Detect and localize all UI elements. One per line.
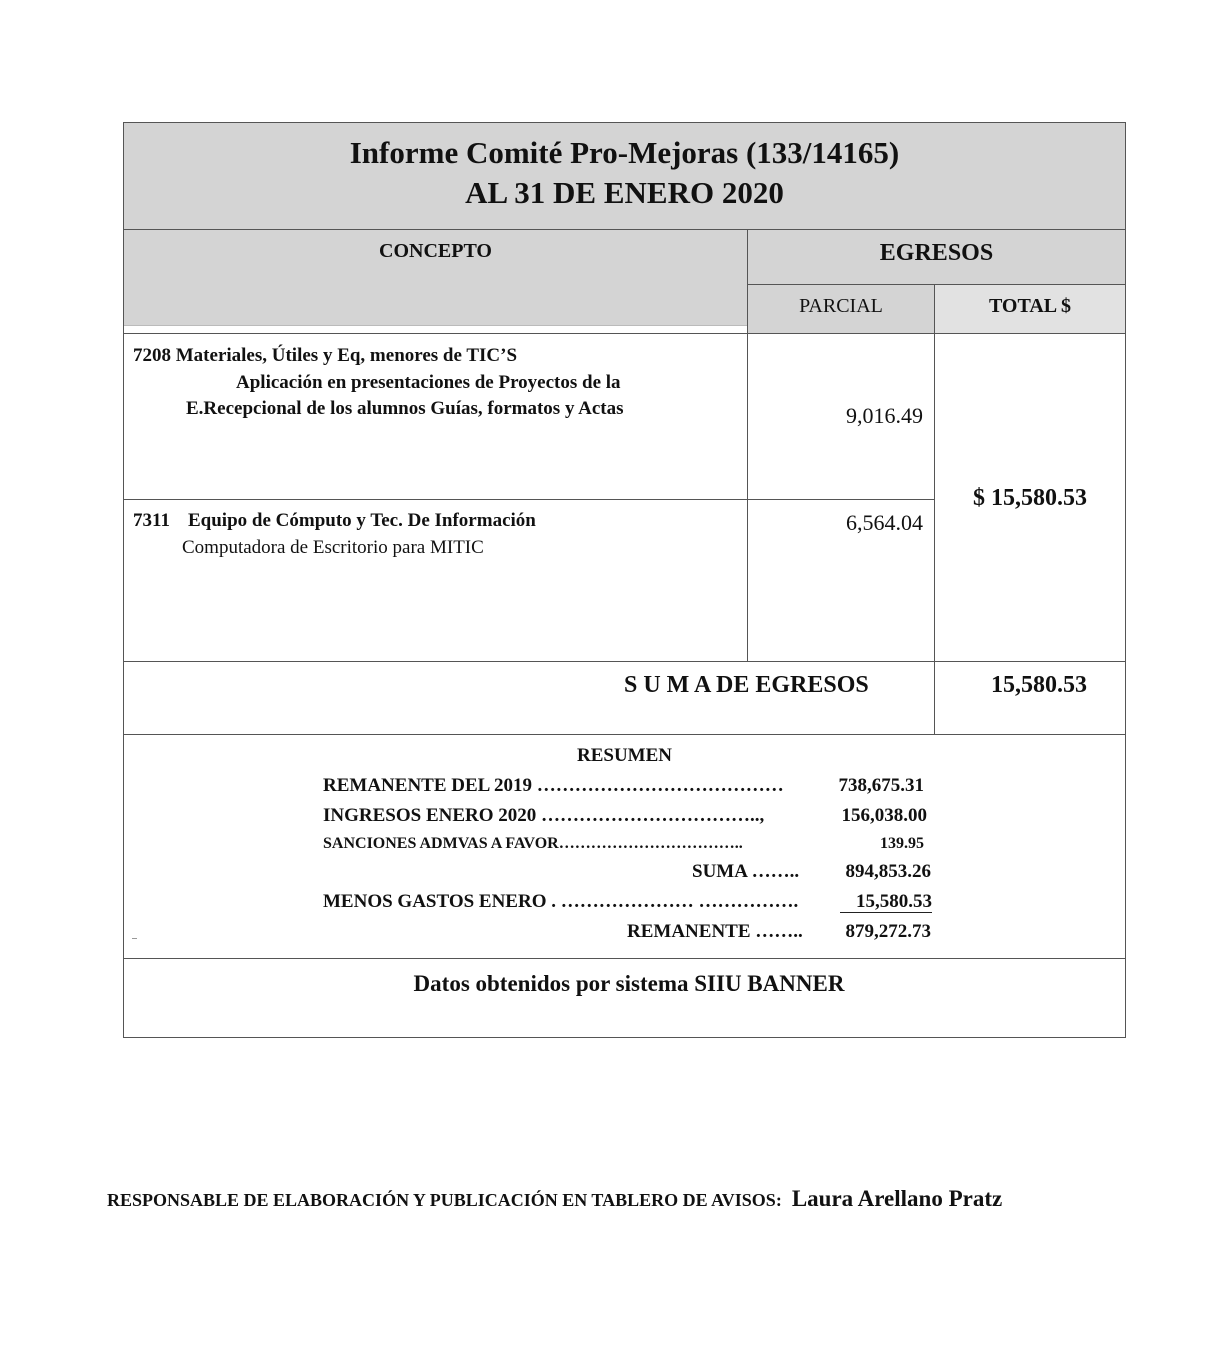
- item-7311-parcial: 6,564.04: [846, 510, 923, 535]
- total-header: [935, 285, 1125, 333]
- item-7311-desc: Computadora de Escritorio para MITIC: [182, 537, 484, 558]
- remanente-2019-value: 738,675.31: [838, 775, 924, 796]
- concepto-header-label: CONCEPTO: [379, 240, 492, 262]
- menos-gastos-value: 15,580.53: [856, 891, 932, 912]
- ingresos-label: INGRESOS ENERO 2020 ……………………………..,: [323, 805, 765, 826]
- item-7311-code: 7311: [133, 510, 170, 531]
- responsible-name: Laura Arellano Pratz: [791, 1186, 1003, 1211]
- suma-value: 894,853.26: [845, 861, 931, 882]
- resumen-title: RESUMEN: [576, 745, 672, 766]
- report-header: [124, 123, 1125, 230]
- divider: [124, 333, 1125, 334]
- egresos-header-label: EGRESOS: [879, 240, 994, 266]
- item-7208-desc-2: E.Recepcional de los alumnos Guías, formatos y Actas: [186, 398, 624, 419]
- subtotal-underline: [840, 912, 932, 913]
- remanente-label: REMANENTE ……..: [627, 921, 803, 942]
- item-7208-desc-1: Aplicación en presentaciones de Proyectos de la: [236, 372, 621, 393]
- total-header-label: TOTAL $: [988, 295, 1072, 317]
- egresos-header: [748, 230, 1125, 285]
- item-7311-title: Equipo de Cómputo y Tec. De Información: [188, 510, 536, 531]
- suma-label: SUMA ……..: [692, 861, 800, 882]
- item-7208-parcial: 9,016.49: [846, 403, 923, 428]
- divider: [124, 661, 1125, 662]
- responsible-footer: [107, 1186, 1002, 1212]
- ingresos-value: 156,038.00: [841, 805, 927, 826]
- total-amount: $ 15,580.53: [973, 485, 1087, 511]
- column-divider: [747, 230, 748, 661]
- concepto-header: [124, 230, 747, 325]
- remanente-value: 879,272.73: [845, 921, 931, 942]
- suma-egresos-label: S U M A DE EGRESOS: [624, 672, 869, 698]
- stray-mark: [132, 938, 137, 939]
- report-title: Informe Comité Pro-Mejoras (133/14165): [349, 135, 900, 170]
- column-divider: [934, 285, 935, 734]
- remanente-2019-label: REMANENTE DEL 2019 …………………………………: [323, 775, 784, 796]
- divider: [124, 958, 1125, 959]
- report-table: [123, 122, 1126, 1038]
- source-note: Datos obtenidos por sistema SIIU BANNER: [413, 971, 845, 996]
- divider: [124, 325, 747, 326]
- divider: [124, 734, 1125, 735]
- divider: [124, 499, 935, 500]
- suma-egresos-value: 15,580.53: [991, 672, 1087, 698]
- parcial-header: [748, 285, 934, 333]
- sanciones-value: 139.95: [880, 835, 924, 852]
- item-7208-title: 7208 Materiales, Útiles y Eq, menores de TIC’S: [133, 345, 518, 366]
- responsible-label: RESPONSABLE DE ELABORACIÓN Y PUBLICACIÓN EN TABLERO DE AVISOS:: [107, 1190, 782, 1210]
- parcial-header-label: PARCIAL: [799, 295, 883, 317]
- report-date: AL 31 DE ENERO 2020: [465, 175, 784, 210]
- sanciones-label: SANCIONES ADMVAS A FAVOR……………………………..: [323, 835, 743, 852]
- menos-gastos-label: MENOS GASTOS ENERO . ………………… …………….: [323, 891, 799, 912]
